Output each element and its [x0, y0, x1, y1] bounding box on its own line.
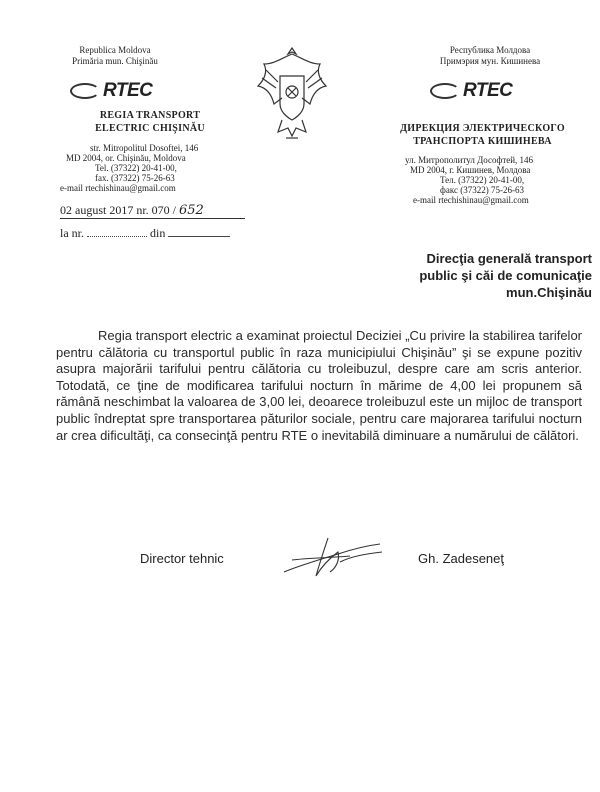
addressee-block: [332, 250, 592, 301]
right-country: Республика Молдова: [449, 45, 531, 55]
right-address: ул. Митрополитул Дософтей, 146: [405, 155, 534, 165]
right-org-line2: ТРАНСПОРТА КИШИНЕВА: [413, 136, 552, 147]
handwritten-number: 652: [179, 203, 204, 218]
coat-of-arms-icon: [252, 42, 332, 142]
left-logo: RTEC: [70, 80, 152, 102]
left-email: e-mail rtechishinau@gmail.com: [60, 183, 176, 193]
logo-ring-icon: [70, 83, 100, 99]
addressee-line1: Direcţia generală transport: [426, 251, 592, 266]
logo-ring-icon: [430, 83, 460, 99]
reference-la-nr: la nr. din: [60, 226, 245, 240]
body-paragraph: Regia transport electric a examinat proiectul Deciziei „Cu privire la stabilirea tarifelor pentru călătoria cu transportul public în raza municipiului Chişinău” şi se expune pozitiv asupra majorării tarifului pentru călătoria cu troleibuzul, despre care am scris anterior. Totodată, ce ţine de modificarea tarifului nocturn în mărime de 4,00 lei propunem să rămână neschimbat la valoarea de 3,00 lei, deoarece troleibuzul este un mijloc de transport public îndreptat spre transportarea păturilor sociale, pentru care majorarea tarifului nocturn ar crea dificultăţi, ca consecinţă pentru RTE o inevitabilă diminuare a numărului de călători.: [56, 328, 582, 443]
left-fax: fax. (37322) 75-26-63: [95, 173, 175, 183]
left-authority: Primăria mun. Chişinău: [72, 56, 158, 66]
left-tel: Tel. (37322) 20-41-00,: [95, 163, 177, 173]
left-country: Republica Moldova: [79, 45, 151, 55]
right-email: e-mail rtechishinau@gmail.com: [413, 195, 529, 205]
reference-date-number: 02 august 2017 nr. 070 / 652: [60, 203, 245, 219]
left-org-line2: ELECTRIC CHIŞINĂU: [95, 123, 205, 134]
right-org-line1: ДИРЕКЦИЯ ЭЛЕКТРИЧЕСКОГО: [400, 123, 565, 134]
right-logo: RTEC: [430, 80, 512, 102]
addressee-line2: public şi căi de comunicaţie: [419, 268, 592, 283]
left-address: str. Mitropolitul Dosoftei, 146: [90, 143, 199, 153]
left-org-line1: REGIA TRANSPORT: [99, 110, 201, 121]
signatory-name: Gh. Zadeseneţ: [418, 551, 504, 566]
signature-mark-icon: [278, 532, 388, 582]
signatory-title: Director tehnic: [140, 551, 224, 566]
left-city: MD 2004, or. Chişinău, Moldova: [66, 153, 186, 163]
right-tel: Тел. (37322) 20-41-00,: [440, 175, 525, 185]
right-city: MD 2004, г. Кишинев, Молдова: [410, 165, 531, 175]
addressee-line3: mun.Chişinău: [506, 285, 592, 300]
right-authority: Примэрия мун. Кишинева: [439, 56, 541, 66]
right-fax: факс (37322) 75-26-63: [440, 185, 524, 195]
